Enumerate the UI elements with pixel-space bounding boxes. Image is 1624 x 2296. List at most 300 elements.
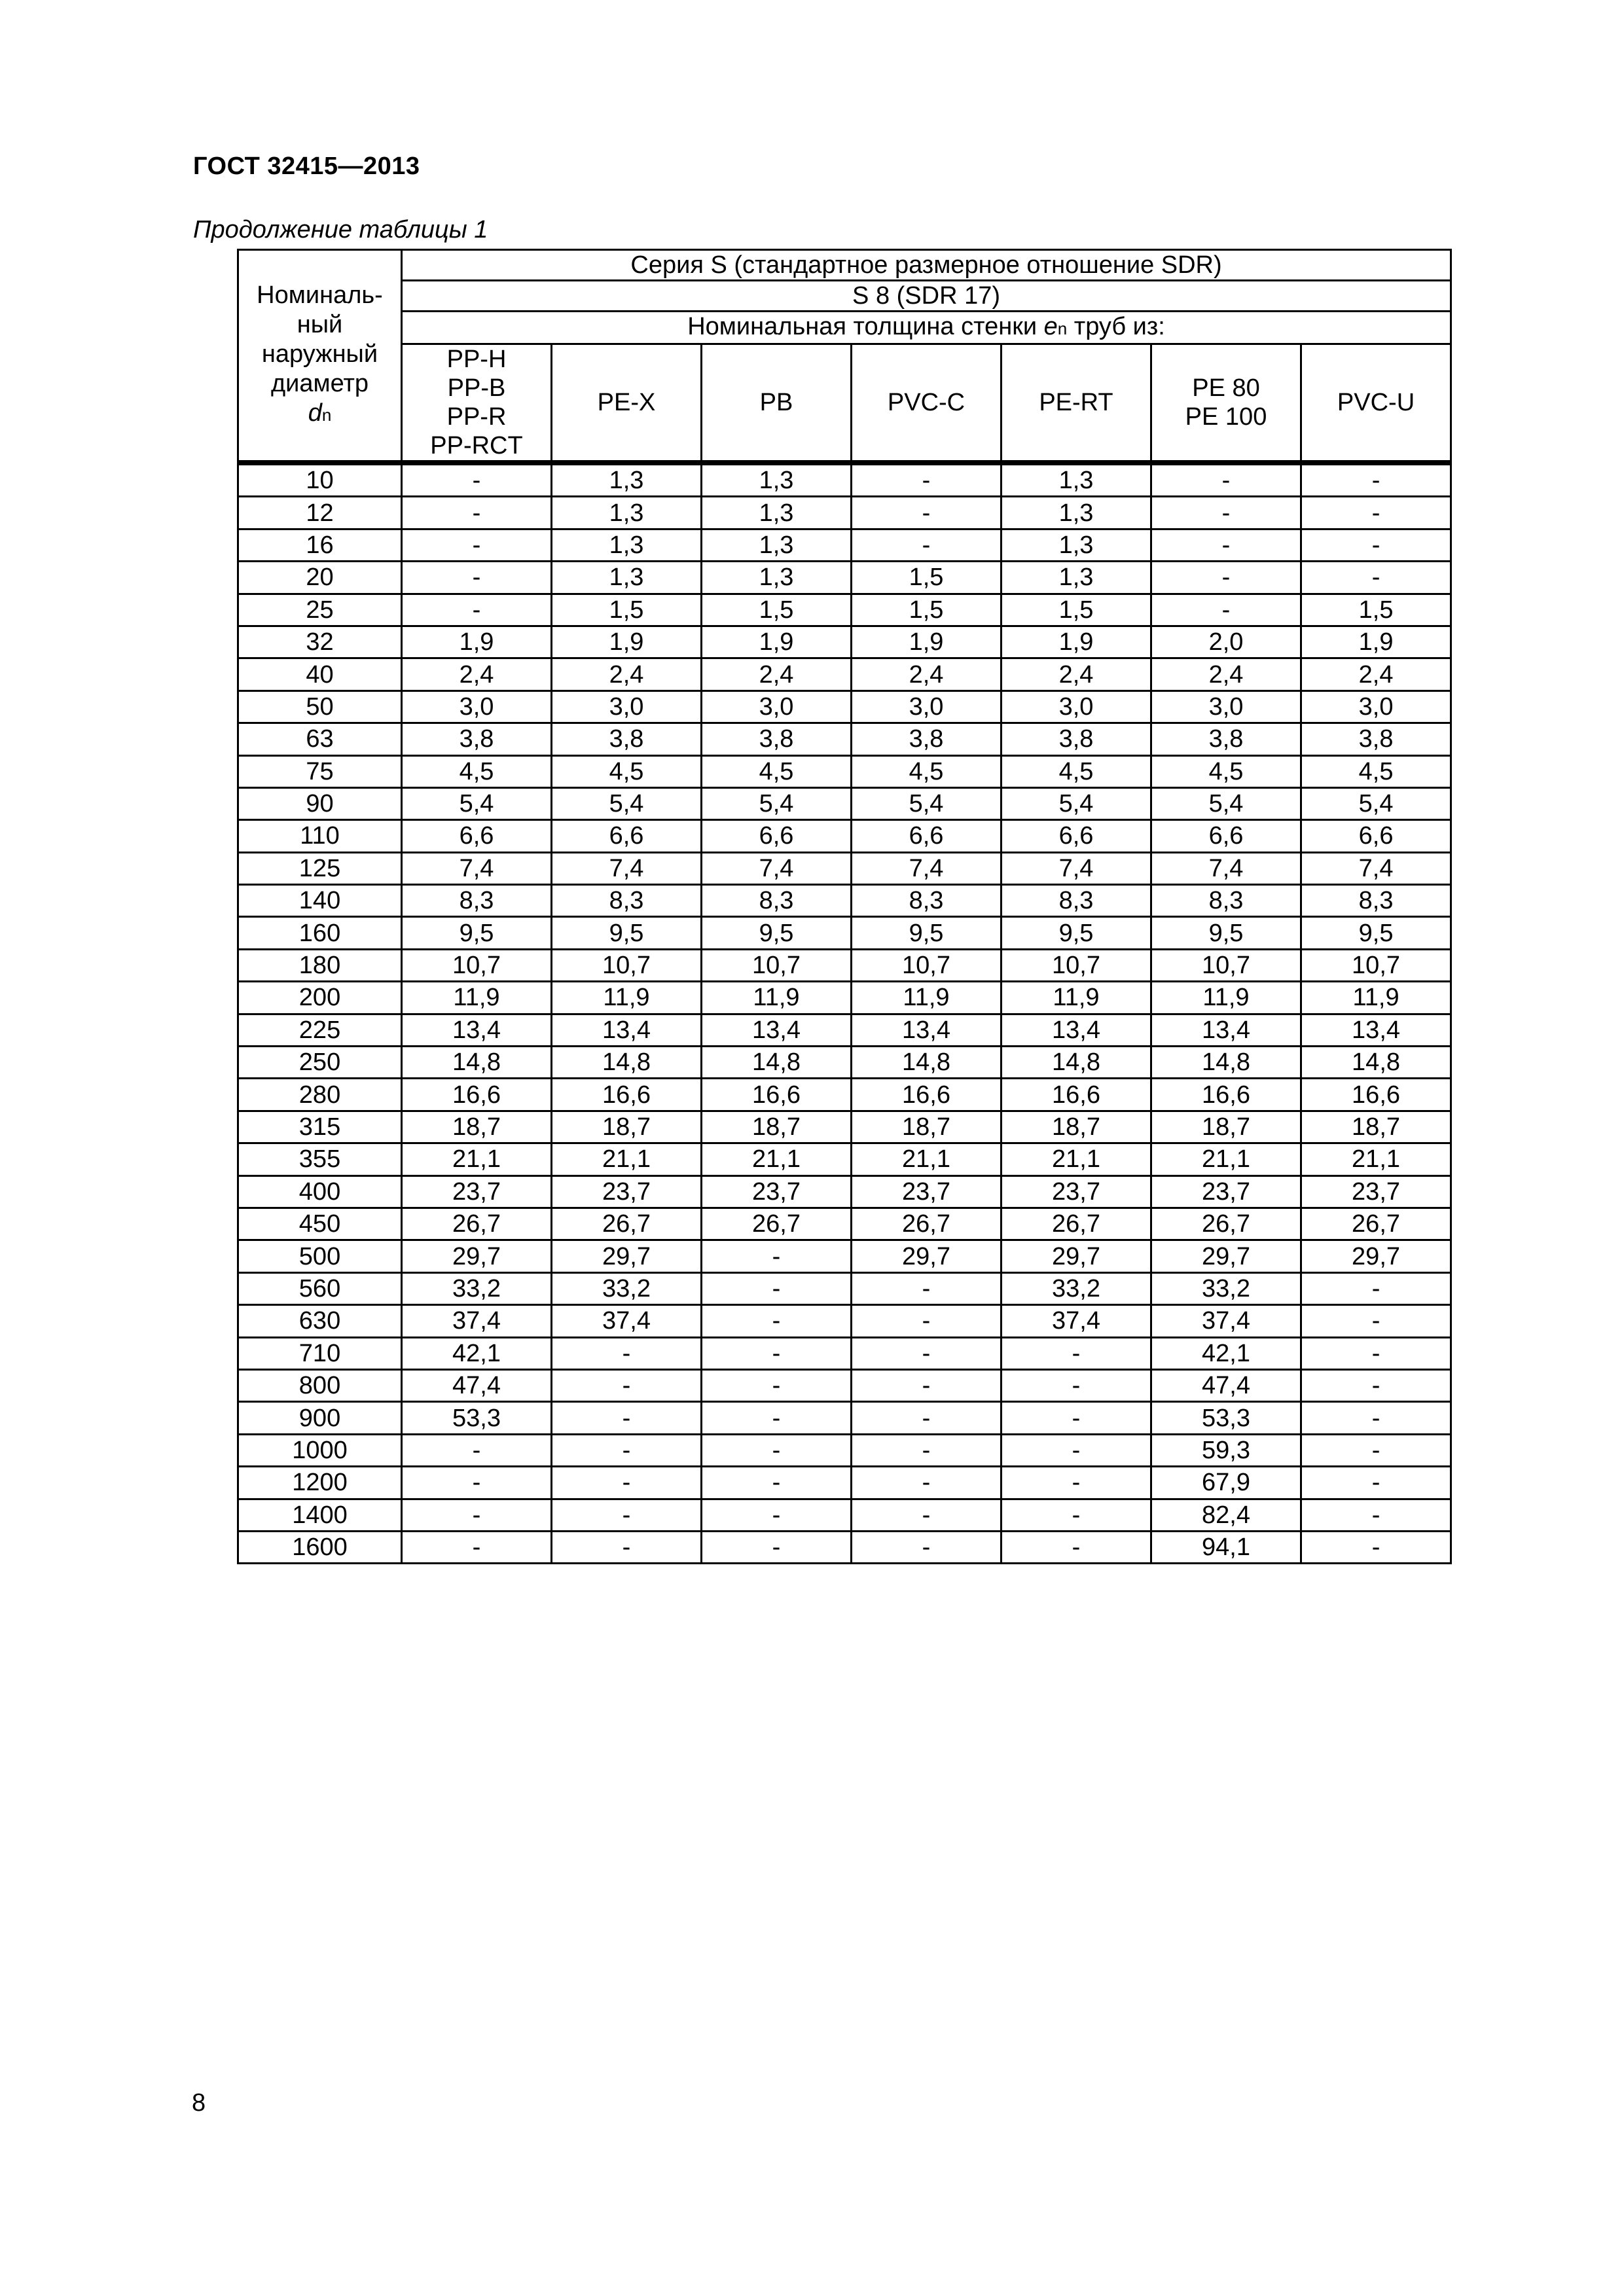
thickness-cell: - [1001, 1531, 1151, 1563]
thickness-cell: 29,7 [1301, 1240, 1451, 1272]
thickness-cell: 11,9 [402, 982, 552, 1014]
thickness-cell: 5,4 [1301, 787, 1451, 819]
material-label: PP-R [446, 403, 507, 431]
thickness-cell: 21,1 [1001, 1143, 1151, 1175]
thickness-cell: 8,3 [702, 885, 852, 917]
thickness-cell: 13,4 [1301, 1014, 1451, 1046]
thickness-cell: 9,5 [402, 917, 552, 949]
dn-header-line: диаметр [270, 370, 369, 397]
thickness-cell: - [1151, 562, 1301, 594]
table-body [238, 463, 1451, 1564]
thickness-cell: 5,4 [1151, 787, 1301, 819]
nominal-diameter-cell: 12 [238, 497, 402, 529]
table-row [238, 723, 1451, 755]
thickness-cell: 6,6 [1301, 820, 1451, 852]
table-row [238, 1305, 1451, 1337]
thickness-cell: 21,1 [552, 1143, 702, 1175]
thickness-cell: 5,4 [552, 787, 702, 819]
material-label: PE 100 [1185, 403, 1267, 431]
thickness-cell: 13,4 [702, 1014, 852, 1046]
table-row [238, 917, 1451, 949]
thickness-cell: 1,3 [702, 562, 852, 594]
table-row [238, 1079, 1451, 1111]
thickness-cell: - [402, 1531, 552, 1563]
thickness-cell: 21,1 [852, 1143, 1001, 1175]
thickness-cell: - [1301, 1305, 1451, 1337]
thickness-cell: 16,6 [552, 1079, 702, 1111]
thickness-cell: 1,3 [1001, 529, 1151, 561]
thickness-cell: 7,4 [852, 852, 1001, 884]
nominal-diameter-cell: 90 [238, 787, 402, 819]
material-header [852, 344, 1001, 463]
thickness-cell: 9,5 [552, 917, 702, 949]
thickness-cell: 16,6 [1001, 1079, 1151, 1111]
thickness-cell: 29,7 [1151, 1240, 1301, 1272]
table-row [238, 852, 1451, 884]
table-row [238, 1240, 1451, 1272]
thickness-cell: 8,3 [852, 885, 1001, 917]
thickness-cell: 47,4 [1151, 1369, 1301, 1401]
thickness-cell: 4,5 [1151, 755, 1301, 787]
dn-symbol: d [308, 399, 322, 427]
thickness-cell: 3,8 [1301, 723, 1451, 755]
thickness-cell: - [402, 594, 552, 626]
thickness-cell: 14,8 [402, 1047, 552, 1079]
thickness-cell: 13,4 [552, 1014, 702, 1046]
thickness-cell: 16,6 [1301, 1079, 1451, 1111]
dn-header-line: Номиналь- [257, 281, 383, 309]
thickness-cell: 14,8 [552, 1047, 702, 1079]
thickness-cell: - [702, 1272, 852, 1304]
table-caption: Продолжение таблицы 1 [193, 216, 488, 243]
thickness-cell: 14,8 [852, 1047, 1001, 1079]
thickness-cell: - [1001, 1499, 1151, 1531]
material-header [402, 344, 552, 463]
material-label: PE-RT [1039, 389, 1113, 416]
thickness-cell: 14,8 [1151, 1047, 1301, 1079]
nominal-diameter-cell: 1600 [238, 1531, 402, 1563]
table-row [238, 529, 1451, 561]
thickness-cell: 3,0 [402, 691, 552, 723]
thickness-cell: 23,7 [402, 1175, 552, 1208]
thickness-cell: 10,7 [1301, 949, 1451, 981]
thickness-cell: 29,7 [402, 1240, 552, 1272]
nominal-diameter-cell: 125 [238, 852, 402, 884]
thickness-cell: 8,3 [1001, 885, 1151, 917]
thickness-cell: 47,4 [402, 1369, 552, 1401]
table-row [238, 1111, 1451, 1143]
thickness-cell: - [1001, 1467, 1151, 1499]
thickness-cell: 94,1 [1151, 1531, 1301, 1563]
thickness-cell: 1,3 [552, 529, 702, 561]
thickness-cell: 7,4 [1001, 852, 1151, 884]
thickness-cell: 6,6 [702, 820, 852, 852]
nominal-diameter-cell: 20 [238, 562, 402, 594]
thickness-cell: - [852, 1434, 1001, 1466]
material-label: PE-X [597, 389, 656, 416]
nominal-diameter-cell: 63 [238, 723, 402, 755]
thickness-cell: 16,6 [852, 1079, 1001, 1111]
nominal-diameter-cell: 1000 [238, 1434, 402, 1466]
thickness-cell: 4,5 [852, 755, 1001, 787]
thickness-cell: 21,1 [1151, 1143, 1301, 1175]
thickness-cell: 16,6 [1151, 1079, 1301, 1111]
thickness-cell: 7,4 [702, 852, 852, 884]
thickness-cell: 1,3 [1001, 562, 1151, 594]
thickness-cell: 1,3 [702, 463, 852, 497]
thickness-cell: 14,8 [1301, 1047, 1451, 1079]
thickness-cell: - [702, 1499, 852, 1531]
thickness-cell: 23,7 [1001, 1175, 1151, 1208]
thickness-cell: - [702, 1467, 852, 1499]
thickness-cell: 59,3 [1151, 1434, 1301, 1466]
thickness-cell: 53,3 [402, 1402, 552, 1434]
thickness-cell: 1,5 [1001, 594, 1151, 626]
thickness-cell: 11,9 [552, 982, 702, 1014]
thickness-cell: 1,9 [1001, 626, 1151, 658]
table-row [238, 820, 1451, 852]
thickness-cell: - [702, 1434, 852, 1466]
thickness-cell: 8,3 [402, 885, 552, 917]
nominal-diameter-cell: 110 [238, 820, 402, 852]
thickness-cell: 53,3 [1151, 1402, 1301, 1434]
thickness-cell: 18,7 [702, 1111, 852, 1143]
thickness-cell: 3,0 [702, 691, 852, 723]
thickness-cell: 8,3 [1151, 885, 1301, 917]
thickness-cell: - [552, 1337, 702, 1369]
thickness-cell: 10,7 [852, 949, 1001, 981]
thickness-cell: 11,9 [852, 982, 1001, 1014]
thickness-cell: 1,3 [552, 562, 702, 594]
thickness-cell: 26,7 [1001, 1208, 1151, 1240]
thickness-cell: - [1301, 1531, 1451, 1563]
table-row [238, 755, 1451, 787]
thickness-cell: 6,6 [552, 820, 702, 852]
table-row [238, 1402, 1451, 1434]
table-row [238, 787, 1451, 819]
material-label: PB [759, 389, 793, 416]
thickness-cell: 23,7 [552, 1175, 702, 1208]
thickness-cell: - [552, 1434, 702, 1466]
thickness-cell: - [552, 1369, 702, 1401]
wall-thickness-table [237, 249, 1452, 1564]
thickness-cell: - [702, 1531, 852, 1563]
thickness-cell: - [1301, 1337, 1451, 1369]
thickness-cell: 7,4 [1301, 852, 1451, 884]
table-row [238, 1175, 1451, 1208]
thickness-cell: 5,4 [402, 787, 552, 819]
thickness-cell: - [1151, 463, 1301, 497]
nominal-diameter-cell: 315 [238, 1111, 402, 1143]
thickness-cell: - [1001, 1369, 1151, 1401]
thickness-cell: 10,7 [552, 949, 702, 981]
nominal-diameter-cell: 160 [238, 917, 402, 949]
thickness-header-tail: труб из: [1067, 313, 1165, 340]
dn-header-line: наружный [261, 340, 378, 368]
thickness-cell: 1,3 [552, 463, 702, 497]
thickness-cell: 37,4 [552, 1305, 702, 1337]
thickness-cell: 1,3 [702, 497, 852, 529]
thickness-cell: - [852, 463, 1001, 497]
nominal-diameter-header [238, 250, 402, 463]
table-row [238, 1143, 1451, 1175]
material-label: PP-H [446, 346, 507, 373]
table-row [238, 594, 1451, 626]
nominal-diameter-cell: 355 [238, 1143, 402, 1175]
thickness-cell: 14,8 [702, 1047, 852, 1079]
thickness-cell: 3,8 [852, 723, 1001, 755]
thickness-cell: 10,7 [1001, 949, 1151, 981]
thickness-cell: 2,4 [1301, 658, 1451, 691]
series-header: Серия S (стандартное размерное отношение SDR) [402, 250, 1451, 281]
thickness-cell: 37,4 [1151, 1305, 1301, 1337]
nominal-diameter-cell: 450 [238, 1208, 402, 1240]
table-row [238, 1531, 1451, 1563]
nominal-diameter-cell: 1200 [238, 1467, 402, 1499]
thickness-cell: 37,4 [402, 1305, 552, 1337]
thickness-cell: 1,9 [852, 626, 1001, 658]
thickness-cell: - [852, 1402, 1001, 1434]
thickness-cell: 3,0 [852, 691, 1001, 723]
thickness-cell: - [1301, 529, 1451, 561]
thickness-cell: - [702, 1369, 852, 1401]
thickness-cell: - [1301, 1272, 1451, 1304]
thickness-cell: - [402, 463, 552, 497]
table-row [238, 1467, 1451, 1499]
table-row [238, 497, 1451, 529]
thickness-cell: 3,0 [1001, 691, 1151, 723]
thickness-cell: 18,7 [852, 1111, 1001, 1143]
material-header [1001, 344, 1151, 463]
thickness-cell: 2,4 [1151, 658, 1301, 691]
thickness-cell: 5,4 [852, 787, 1001, 819]
thickness-cell: - [552, 1499, 702, 1531]
thickness-cell: 21,1 [402, 1143, 552, 1175]
thickness-cell: 13,4 [1151, 1014, 1301, 1046]
thickness-cell: 16,6 [402, 1079, 552, 1111]
thickness-cell: - [552, 1467, 702, 1499]
thickness-cell: - [852, 1305, 1001, 1337]
thickness-cell: 2,4 [852, 658, 1001, 691]
material-label: PP-RCT [430, 432, 523, 459]
thickness-cell: 29,7 [852, 1240, 1001, 1272]
thickness-cell: - [552, 1402, 702, 1434]
nominal-diameter-cell: 225 [238, 1014, 402, 1046]
nominal-diameter-cell: 800 [238, 1369, 402, 1401]
thickness-cell: - [552, 1531, 702, 1563]
thickness-cell: 9,5 [702, 917, 852, 949]
thickness-cell: 42,1 [402, 1337, 552, 1369]
table-row [238, 658, 1451, 691]
thickness-cell: 7,4 [552, 852, 702, 884]
thickness-cell: 4,5 [552, 755, 702, 787]
thickness-cell: 4,5 [702, 755, 852, 787]
thickness-cell: 26,7 [1301, 1208, 1451, 1240]
document-code: ГОСТ 32415—2013 [193, 152, 420, 180]
thickness-cell: 2,4 [402, 658, 552, 691]
nominal-diameter-cell: 180 [238, 949, 402, 981]
thickness-cell: - [402, 1467, 552, 1499]
thickness-cell: 21,1 [702, 1143, 852, 1175]
table-row [238, 1499, 1451, 1531]
thickness-cell: - [1301, 497, 1451, 529]
material-label: PVC-C [887, 389, 965, 416]
thickness-header [402, 312, 1451, 344]
thickness-cell: - [702, 1337, 852, 1369]
thickness-cell: 1,3 [1001, 497, 1151, 529]
thickness-cell: 8,3 [552, 885, 702, 917]
thickness-cell: 33,2 [552, 1272, 702, 1304]
thickness-cell: 21,1 [1301, 1143, 1451, 1175]
thickness-cell: 29,7 [1001, 1240, 1151, 1272]
thickness-cell: 10,7 [1151, 949, 1301, 981]
nominal-diameter-cell: 1400 [238, 1499, 402, 1531]
thickness-cell: - [1301, 1467, 1451, 1499]
thickness-cell: 26,7 [552, 1208, 702, 1240]
thickness-cell: 13,4 [402, 1014, 552, 1046]
nominal-diameter-cell: 50 [238, 691, 402, 723]
thickness-cell: 3,8 [552, 723, 702, 755]
thickness-cell: - [702, 1305, 852, 1337]
thickness-cell: - [1301, 1369, 1451, 1401]
thickness-cell: 29,7 [552, 1240, 702, 1272]
thickness-cell: 11,9 [1001, 982, 1151, 1014]
material-label: PE 80 [1192, 374, 1260, 402]
thickness-cell: 26,7 [1151, 1208, 1301, 1240]
thickness-cell: 1,9 [702, 626, 852, 658]
table-row [238, 1208, 1451, 1240]
nominal-diameter-cell: 560 [238, 1272, 402, 1304]
thickness-cell: 11,9 [1151, 982, 1301, 1014]
thickness-cell: 23,7 [702, 1175, 852, 1208]
thickness-cell: 1,9 [402, 626, 552, 658]
thickness-cell: 16,6 [702, 1079, 852, 1111]
table-row [238, 1272, 1451, 1304]
nominal-diameter-cell: 40 [238, 658, 402, 691]
thickness-cell: 7,4 [1151, 852, 1301, 884]
thickness-cell: 82,4 [1151, 1499, 1301, 1531]
thickness-header-text: Номинальная толщина стенки [687, 313, 1044, 340]
thickness-cell: 6,6 [402, 820, 552, 852]
material-header [1151, 344, 1301, 463]
thickness-cell: 9,5 [852, 917, 1001, 949]
thickness-cell: 5,4 [1001, 787, 1151, 819]
thickness-cell: 18,7 [1301, 1111, 1451, 1143]
thickness-cell: 4,5 [1301, 755, 1451, 787]
thickness-cell: 42,1 [1151, 1337, 1301, 1369]
thickness-cell: 4,5 [1001, 755, 1151, 787]
thickness-cell: - [402, 562, 552, 594]
thickness-cell: 9,5 [1151, 917, 1301, 949]
nominal-diameter-cell: 10 [238, 463, 402, 497]
thickness-cell: 3,8 [702, 723, 852, 755]
thickness-cell: 3,8 [1151, 723, 1301, 755]
thickness-cell: - [1001, 1434, 1151, 1466]
thickness-cell: - [1001, 1402, 1151, 1434]
table-row [238, 1369, 1451, 1401]
thickness-cell: 10,7 [702, 949, 852, 981]
thickness-cell: - [1301, 1434, 1451, 1466]
thickness-cell: 1,3 [1001, 463, 1151, 497]
thickness-cell: 6,6 [1001, 820, 1151, 852]
thickness-cell: - [402, 1434, 552, 1466]
thickness-cell: 23,7 [1301, 1175, 1451, 1208]
thickness-cell: 1,5 [1301, 594, 1451, 626]
thickness-cell: 1,3 [702, 529, 852, 561]
thickness-cell: 1,3 [552, 497, 702, 529]
thickness-cell: 33,2 [1001, 1272, 1151, 1304]
thickness-cell: 3,0 [1151, 691, 1301, 723]
nominal-diameter-cell: 400 [238, 1175, 402, 1208]
dn-symbol-subscript: n [321, 405, 332, 425]
table-row [238, 562, 1451, 594]
table-row [238, 1014, 1451, 1046]
thickness-cell: 1,5 [702, 594, 852, 626]
table-row [238, 982, 1451, 1014]
nominal-diameter-cell: 710 [238, 1337, 402, 1369]
thickness-cell: - [1301, 1402, 1451, 1434]
nominal-diameter-cell: 200 [238, 982, 402, 1014]
thickness-cell: 33,2 [1151, 1272, 1301, 1304]
nominal-diameter-cell: 16 [238, 529, 402, 561]
thickness-cell: 11,9 [702, 982, 852, 1014]
thickness-cell: 18,7 [1151, 1111, 1301, 1143]
thickness-cell: - [1301, 1499, 1451, 1531]
thickness-cell: 1,5 [852, 562, 1001, 594]
thickness-cell: - [402, 1499, 552, 1531]
material-label: PVC-U [1337, 389, 1415, 416]
thickness-cell: - [1001, 1337, 1151, 1369]
table-row [238, 691, 1451, 723]
nominal-diameter-cell: 250 [238, 1047, 402, 1079]
thickness-cell: 5,4 [702, 787, 852, 819]
nominal-diameter-cell: 630 [238, 1305, 402, 1337]
page-number: 8 [192, 2089, 206, 2117]
material-header [702, 344, 852, 463]
material-header [552, 344, 702, 463]
thickness-cell: 23,7 [1151, 1175, 1301, 1208]
thickness-cell: 3,0 [1301, 691, 1451, 723]
thickness-cell: 2,0 [1151, 626, 1301, 658]
thickness-cell: 1,9 [1301, 626, 1451, 658]
thickness-cell: 11,9 [1301, 982, 1451, 1014]
table-row [238, 949, 1451, 981]
nominal-diameter-cell: 140 [238, 885, 402, 917]
en-symbol: e [1043, 313, 1058, 340]
thickness-cell: - [402, 497, 552, 529]
thickness-cell: 18,7 [552, 1111, 702, 1143]
sdr-header: S 8 (SDR 17) [402, 281, 1451, 312]
thickness-cell: 7,4 [402, 852, 552, 884]
thickness-cell: - [852, 1499, 1001, 1531]
thickness-cell: 26,7 [402, 1208, 552, 1240]
thickness-cell: - [402, 529, 552, 561]
thickness-cell: 1,5 [852, 594, 1001, 626]
table-row [238, 626, 1451, 658]
thickness-cell: 18,7 [402, 1111, 552, 1143]
thickness-cell: 1,9 [552, 626, 702, 658]
thickness-cell: 26,7 [852, 1208, 1001, 1240]
thickness-cell: 6,6 [852, 820, 1001, 852]
thickness-cell: 37,4 [1001, 1305, 1151, 1337]
thickness-cell: - [1151, 529, 1301, 561]
thickness-cell: - [852, 1337, 1001, 1369]
thickness-cell: - [852, 1272, 1001, 1304]
thickness-cell: 9,5 [1001, 917, 1151, 949]
thickness-cell: - [852, 1369, 1001, 1401]
thickness-cell: - [1151, 594, 1301, 626]
thickness-cell: 67,9 [1151, 1467, 1301, 1499]
